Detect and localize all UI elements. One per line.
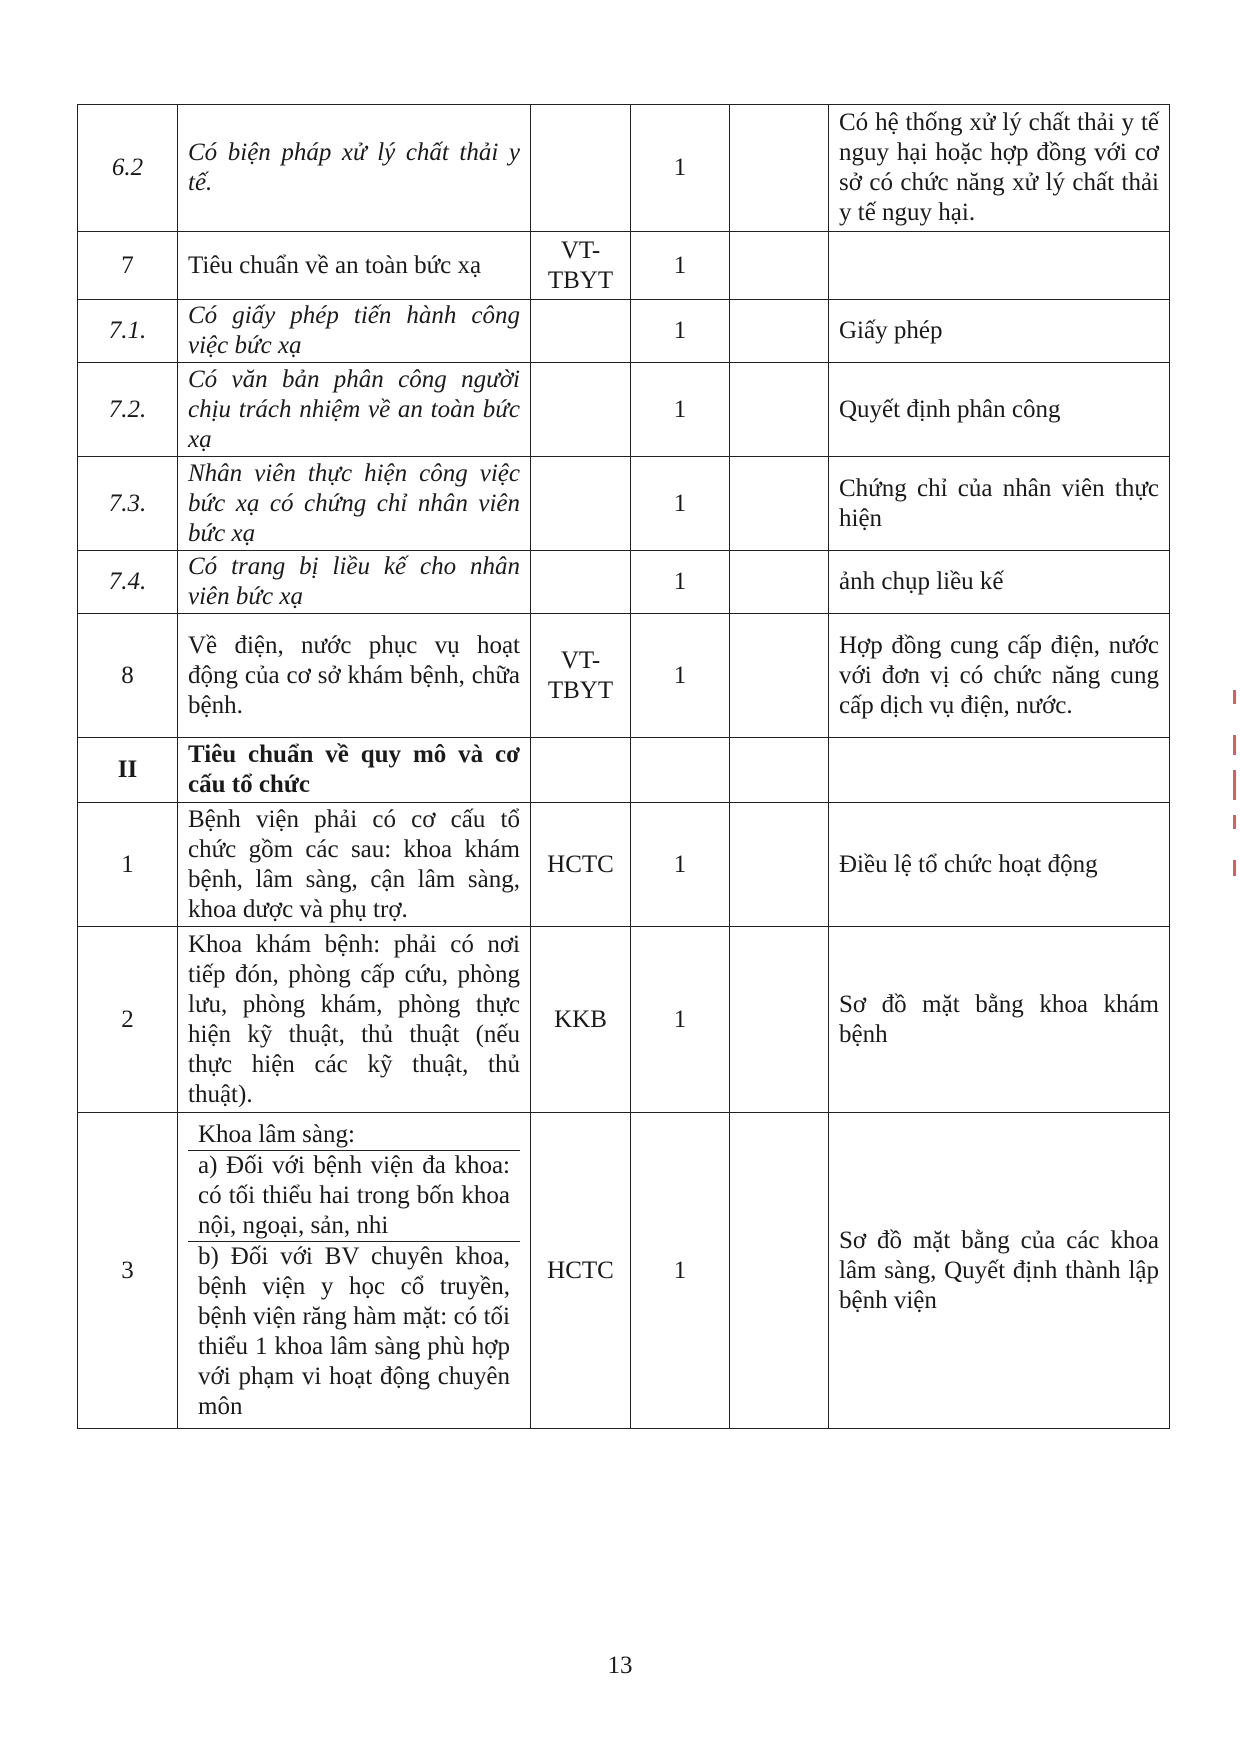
score-cell: 1	[631, 105, 730, 232]
score-cell: 1	[631, 457, 730, 551]
department-cell: HCTC	[531, 1113, 631, 1429]
score-cell: 1	[631, 614, 730, 738]
score-cell	[631, 738, 730, 803]
criterion-text: Tiêu chuẩn về an toàn bức xạ	[178, 232, 531, 300]
margin-mark	[1233, 690, 1236, 704]
empty-cell	[730, 300, 829, 363]
row-number: 7.1.	[78, 300, 178, 363]
score-cell: 1	[631, 927, 730, 1113]
score-cell: 1	[631, 1113, 730, 1429]
score-cell: 1	[631, 363, 730, 457]
row-number: 7	[78, 232, 178, 300]
table-row	[78, 551, 1170, 614]
section-number: II	[78, 738, 178, 803]
score-cell: 1	[631, 232, 730, 300]
evidence-note	[829, 738, 1170, 803]
empty-cell	[730, 105, 829, 232]
evidence-note: Chứng chỉ của nhân viên thực hiện	[829, 457, 1170, 551]
criterion-text: Có trang bị liều kế cho nhân viên bức xạ	[178, 551, 531, 614]
criterion-text: Về điện, nước phục vụ hoạt động của cơ sở khám bệnh, chữa bệnh.	[178, 614, 531, 738]
row-number: 2	[78, 927, 178, 1113]
criterion-subcells	[178, 1113, 531, 1429]
empty-cell	[730, 1113, 829, 1429]
table-row	[78, 363, 1170, 457]
criterion-subheading: Khoa lâm sàng:	[198, 1120, 355, 1148]
empty-cell	[730, 614, 829, 738]
margin-mark	[1233, 860, 1236, 876]
page-number: 13	[607, 1652, 633, 1679]
department-cell	[531, 738, 631, 803]
criterion-text: Có văn bản phân công người chịu trách nhiệm về an toàn bức xạ	[178, 363, 531, 457]
margin-mark	[1233, 815, 1236, 829]
department-cell: VT-TBYT	[531, 614, 631, 738]
criterion-text: Nhân viên thực hiện công việc bức xạ có chứng chỉ nhân viên bức xạ	[178, 457, 531, 551]
table-row	[78, 232, 1170, 300]
standards-table	[77, 104, 1170, 1429]
department-cell	[531, 363, 631, 457]
row-number: 1	[78, 803, 178, 927]
table-row	[78, 927, 1170, 1113]
row-number: 7.4.	[78, 551, 178, 614]
evidence-note: Điều lệ tổ chức hoạt động	[829, 803, 1170, 927]
table-row	[78, 1113, 1170, 1429]
section-header-row	[78, 738, 1170, 803]
empty-cell	[730, 363, 829, 457]
evidence-note: Hợp đồng cung cấp điện, nước với đơn vị có chức năng cung cấp dịch vụ điện, nước.	[829, 614, 1170, 738]
score-cell: 1	[631, 803, 730, 927]
table-row	[78, 803, 1170, 927]
evidence-note	[829, 232, 1170, 300]
empty-cell	[730, 927, 829, 1113]
department-cell	[531, 300, 631, 363]
department-cell	[531, 551, 631, 614]
criterion-text: Có giấy phép tiến hành công việc bức xạ	[178, 300, 531, 363]
section-title: Tiêu chuẩn về quy mô và cơ cấu tổ chức	[178, 738, 531, 803]
row-number: 3	[78, 1113, 178, 1429]
row-number: 7.2.	[78, 363, 178, 457]
evidence-note: ảnh chụp liều kế	[829, 551, 1170, 614]
department-cell: HCTC	[531, 803, 631, 927]
evidence-note: Quyết định phân công	[829, 363, 1170, 457]
empty-cell	[730, 738, 829, 803]
empty-cell	[730, 551, 829, 614]
department-cell: VT-TBYT	[531, 232, 631, 300]
margin-mark	[1233, 770, 1236, 800]
margin-mark	[1233, 735, 1236, 755]
row-number: 6.2	[78, 105, 178, 232]
table-row	[78, 300, 1170, 363]
evidence-note: Có hệ thống xử lý chất thải y tế nguy hại hoặc hợp đồng với cơ sở có chức năng xử lý chất thải y tế nguy hại.	[829, 105, 1170, 232]
score-cell: 1	[631, 551, 730, 614]
criterion-text: Khoa khám bệnh: phải có nơi tiếp đón, phòng cấp cứu, phòng lưu, phòng khám, phòng thực hiện kỹ thuật, thủ thuật (nếu thực hiện các kỹ thuật, thủ thuật).	[178, 927, 531, 1113]
criterion-option-b: b) Đối với BV chuyên khoa, bệnh viện y học cổ truyền, bệnh viện răng hàm mặt: có tối thiểu 1 khoa lâm sàng phù hợp với phạm vi hoạt động chuyên môn	[188, 1241, 520, 1422]
row-number: 7.3.	[78, 457, 178, 551]
score-cell: 1	[631, 300, 730, 363]
empty-cell	[730, 457, 829, 551]
row-number: 8	[78, 614, 178, 738]
criterion-option-a: a) Đối với bệnh viện đa khoa: có tối thiểu hai trong bốn khoa nội, ngoại, sản, nhi	[188, 1150, 520, 1241]
criterion-text: Bệnh viện phải có cơ cấu tổ chức gồm các sau: khoa khám bệnh, lâm sàng, cận lâm sàng, khoa dược và phụ trợ.	[178, 803, 531, 927]
evidence-note: Giấy phép	[829, 300, 1170, 363]
department-cell	[531, 105, 631, 232]
table-row	[78, 105, 1170, 232]
evidence-note: Sơ đồ mặt bằng của các khoa lâm sàng, Quyết định thành lập bệnh viện	[829, 1113, 1170, 1429]
department-cell: KKB	[531, 927, 631, 1113]
criterion-text: Có biện pháp xử lý chất thải y tế.	[178, 105, 531, 232]
evidence-note: Sơ đồ mặt bằng khoa khám bệnh	[829, 927, 1170, 1113]
empty-cell	[730, 803, 829, 927]
empty-cell	[730, 232, 829, 300]
table-row	[78, 614, 1170, 738]
department-cell	[531, 457, 631, 551]
table-row	[78, 457, 1170, 551]
